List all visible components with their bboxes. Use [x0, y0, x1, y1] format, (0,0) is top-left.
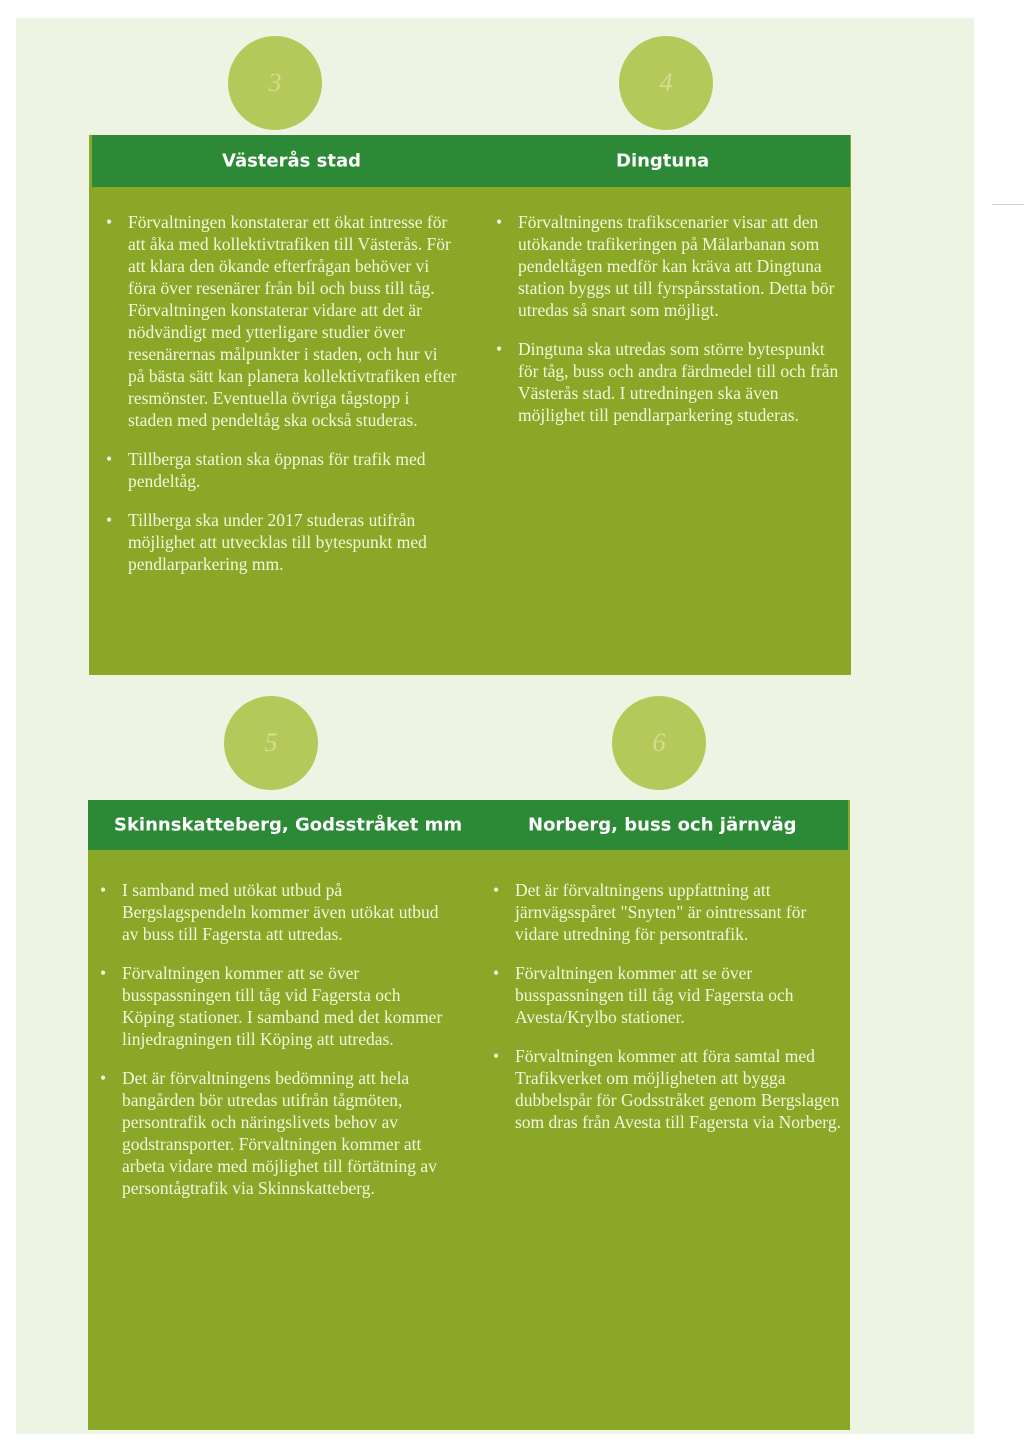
bullet-item: • Förvaltningens trafikscenarier visar att den utökande trafikeringen på Mälarbanan som pendeltågen medför kan kräva att Dingtuna station byggs ut till fyrspårsstation. Detta bör utredas så snart som möjligt. [490, 211, 844, 321]
section-header-band [88, 800, 848, 850]
bullet-item: • Det är förvaltningens bedömning att hela bangården bör utredas utifrån tågmöten, persontrafik och näringslivets behov av godstransporter. Förvaltningen kommer att arbeta vidare med möjlighet till förtätning av persontågtrafik via Skinnskatteberg. [94, 1067, 454, 1199]
column-dingtuna [490, 211, 844, 443]
bullet-item: • Tillberga station ska öppnas för trafik med pendeltåg. [100, 448, 458, 492]
bullet-item: • Förvaltningen konstaterar ett ökat intresse för att åka med kollektivtrafiken till Västerås. För att klara den ökande efterfrågan behöver vi föra över resenärer från bil och buss till tåg. Förvaltningen konstaterar vidare att det är nödvändigt med ytterligare studier över resenärernas målpunkter i staden, och hur vi på bästa sätt kan planera kollektivtrafiken efter resmönster. Eventuella övriga tågstopp i staden med pendeltåg ska också studeras. [100, 211, 458, 431]
number-circle-6 [612, 696, 706, 790]
bullet-item: • Förvaltningen kommer att föra samtal med Trafikverket om möjligheten att bygga dubbelspår för Godsstråket genom Bergslagen som dras från Avesta till Fagersta via Norberg. [487, 1045, 841, 1133]
section-title-skinnskatteberg: Skinnskatteberg, Godsstråket mm [114, 814, 463, 836]
circle-number: 3 [268, 68, 282, 97]
section-header-band [92, 135, 850, 187]
column-skinnskatteberg [94, 879, 454, 1216]
circle-number: 6 [652, 728, 666, 757]
circle-number: 4 [659, 68, 673, 97]
bullet-item: • Tillberga ska under 2017 studeras utifrån möjlighet att utvecklas till bytespunkt med pendlarparkering mm. [100, 509, 458, 575]
bullet-item: • Dingtuna ska utredas som större bytespunkt för tåg, buss och andra färdmedel till och från Västerås stad. I utredningen ska även möjlighet till pendlarparkering studeras. [490, 338, 844, 426]
edge-rule [992, 204, 1024, 205]
number-circle-3 [228, 36, 322, 130]
column-vasteras [100, 211, 458, 592]
section-title-vasteras: Västerås stad [222, 150, 361, 172]
number-circle-5 [224, 696, 318, 790]
section-title-dingtuna: Dingtuna [616, 150, 710, 172]
number-circle-4 [619, 36, 713, 130]
bullet-item: • I samband med utökat utbud på Bergslagspendeln kommer även utökat utbud av buss till Fagersta att utredas. [94, 879, 454, 945]
bullet-item: • Förvaltningen kommer att se över busspassningen till tåg vid Fagersta och Avesta/Krylbo stationer. [487, 962, 841, 1028]
bullet-item: • Det är förvaltningens uppfattning att järnvägsspåret "Snyten" är ointressant för vidare utredning för persontrafik. [487, 879, 841, 945]
circle-number: 5 [264, 728, 278, 757]
column-norberg [487, 879, 841, 1150]
section-title-norberg: Norberg, buss och järnväg [528, 814, 797, 836]
bullet-item: • Förvaltningen kommer att se över busspassningen till tåg vid Fagersta och Köping stationer. I samband med det kommer linjedragningen till Köping att utredas. [94, 962, 454, 1050]
